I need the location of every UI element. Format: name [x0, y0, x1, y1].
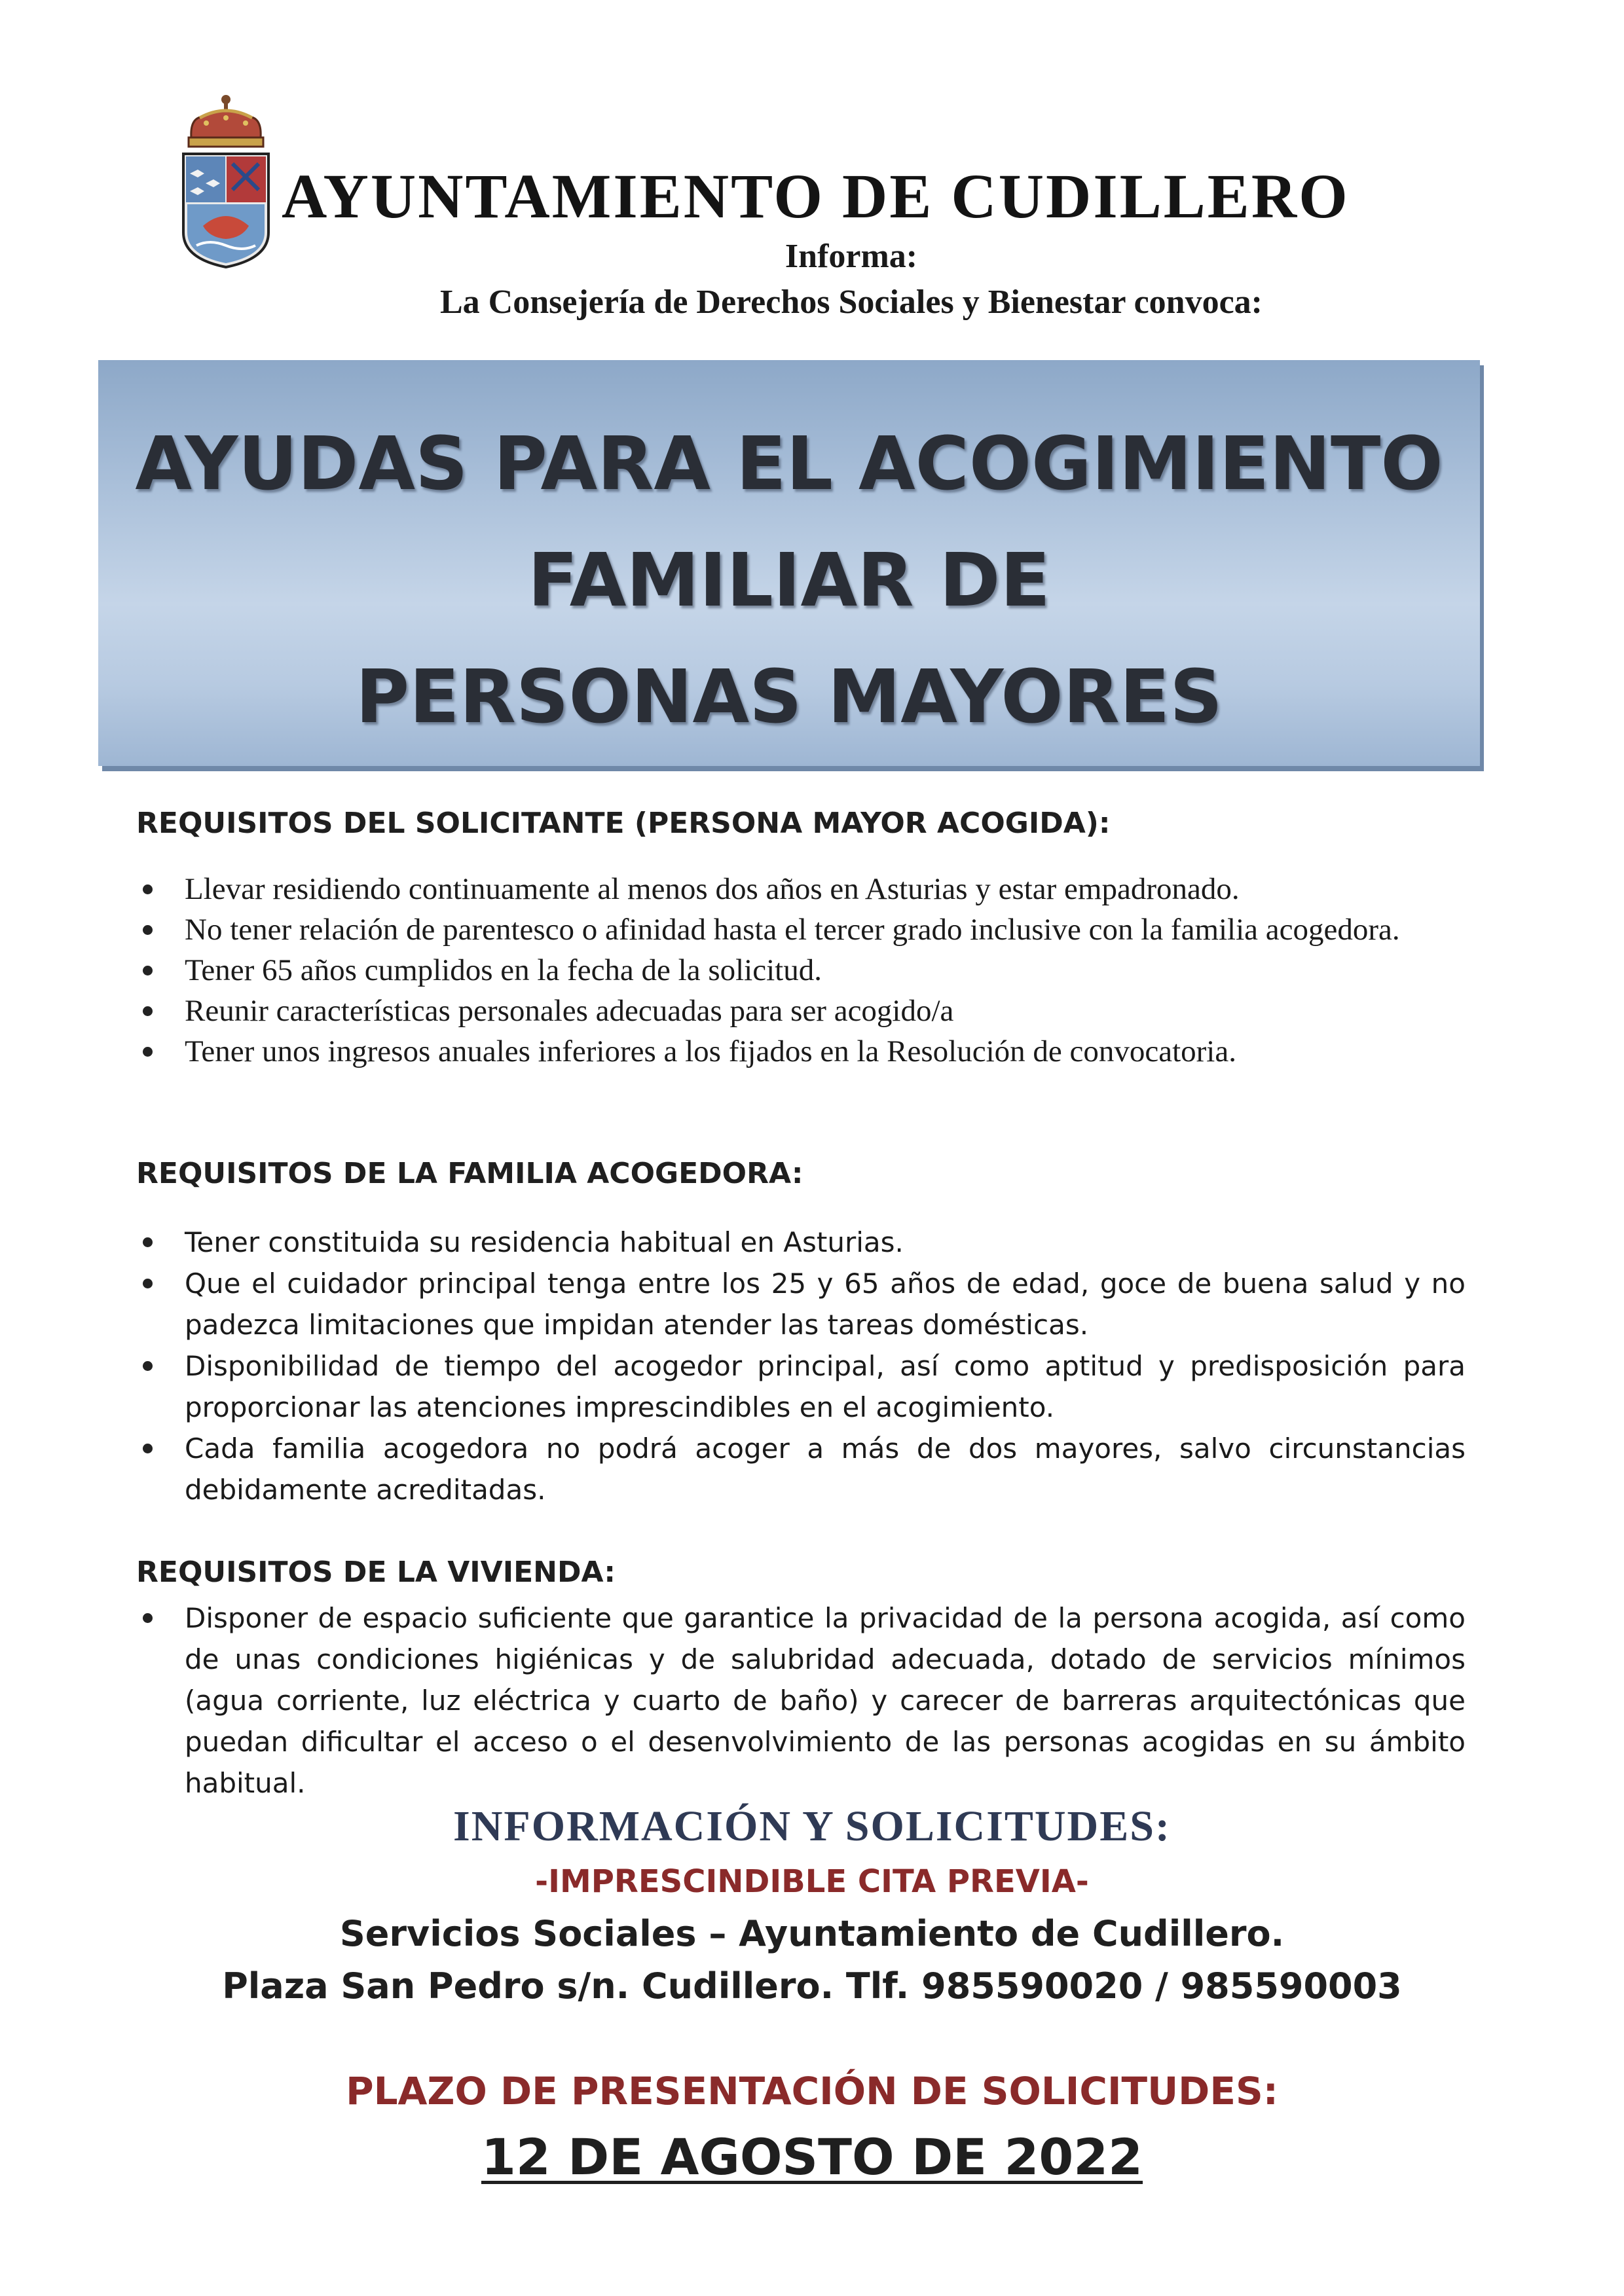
- info-title: INFORMACIÓN Y SOLICITUDES:: [453, 1802, 1171, 1850]
- title-banner: [98, 360, 1480, 766]
- list-item: Disponer de espacio suficiente que garantice la privacidad de la persona acogida, así como de unas condiciones higiénicas y de salubridad adecuada, dotado de servicios mínimos (agua corriente, luz eléctrica y cuarto de baño) y carecer de barreras arquitectónicas que puedan dificultar el acceso o el desenvolvimiento de las personas acogidas en su ámbito habitual.: [136, 1597, 1466, 1804]
- banner-title-line-3: PERSONAS MAYORES: [356, 655, 1223, 740]
- list-item: Tener constituida su residencia habitual en Asturias.: [136, 1222, 1466, 1263]
- banner-title-line-2: FAMILIAR DE: [528, 538, 1050, 623]
- services-line: Servicios Sociales – Ayuntamiento de Cudillero.: [339, 1913, 1285, 1954]
- requirements-list-familia: [136, 1222, 1466, 1510]
- convoca-subtitle: La Consejería de Derechos Sociales y Bienestar convoca:: [440, 283, 1263, 321]
- list-item: Tener 65 años cumplidos en la fecha de la solicitud.: [136, 950, 1466, 991]
- address-phone-line: Plaza San Pedro s/n. Cudillero. Tlf. 985590020 / 985590003: [222, 1965, 1402, 2007]
- list-item: Cada familia acogedora no podrá acoger a más de dos mayores, salvo circunstancias debidamente acreditadas.: [136, 1428, 1466, 1510]
- requirements-list-vivienda: [136, 1597, 1466, 1804]
- banner-title-line-1: AYUDAS PARA EL ACOGIMIENTO: [135, 422, 1443, 507]
- appointment-notice: -IMPRESCINDIBLE CITA PREVIA-: [535, 1863, 1089, 1900]
- organization-name: AYUNTAMIENTO DE CUDILLERO: [282, 161, 1350, 231]
- list-item: No tener relación de parentesco o afinidad hasta el tercer grado inclusive con la familia acogedora.: [136, 909, 1466, 950]
- section-title-vivienda: REQUISITOS DE LA VIVIENDA:: [136, 1556, 616, 1589]
- section-title-familia: REQUISITOS DE LA FAMILIA ACOGEDORA:: [136, 1157, 803, 1190]
- list-item: Que el cuidador principal tenga entre los 25 y 65 años de edad, goce de buena salud y no padezca limitaciones que impidan atender las tareas domésticas.: [136, 1263, 1466, 1345]
- list-item: Disponibilidad de tiempo del acogedor principal, así como aptitud y predisposición para proporcionar las atenciones imprescindibles en el acogimiento.: [136, 1345, 1466, 1428]
- list-item: Llevar residiendo continuamente al menos dos años en Asturias y estar empadronado.: [136, 869, 1466, 909]
- list-item: Tener unos ingresos anuales inferiores a los fijados en la Resolución de convocatoria.: [136, 1031, 1466, 1072]
- deadline-title: PLAZO DE PRESENTACIÓN DE SOLICITUDES:: [346, 2069, 1278, 2113]
- informa-label: Informa:: [784, 238, 918, 275]
- requirements-list-solicitante: [136, 869, 1466, 1072]
- deadline-date: 12 DE AGOSTO DE 2022: [481, 2128, 1143, 2186]
- list-item: Reunir características personales adecuadas para ser acogido/a: [136, 991, 1466, 1031]
- section-title-solicitante: REQUISITOS DEL SOLICITANTE (PERSONA MAYOR ACOGIDA):: [136, 807, 1111, 840]
- deadline-date-wrap: [0, 2128, 1624, 2186]
